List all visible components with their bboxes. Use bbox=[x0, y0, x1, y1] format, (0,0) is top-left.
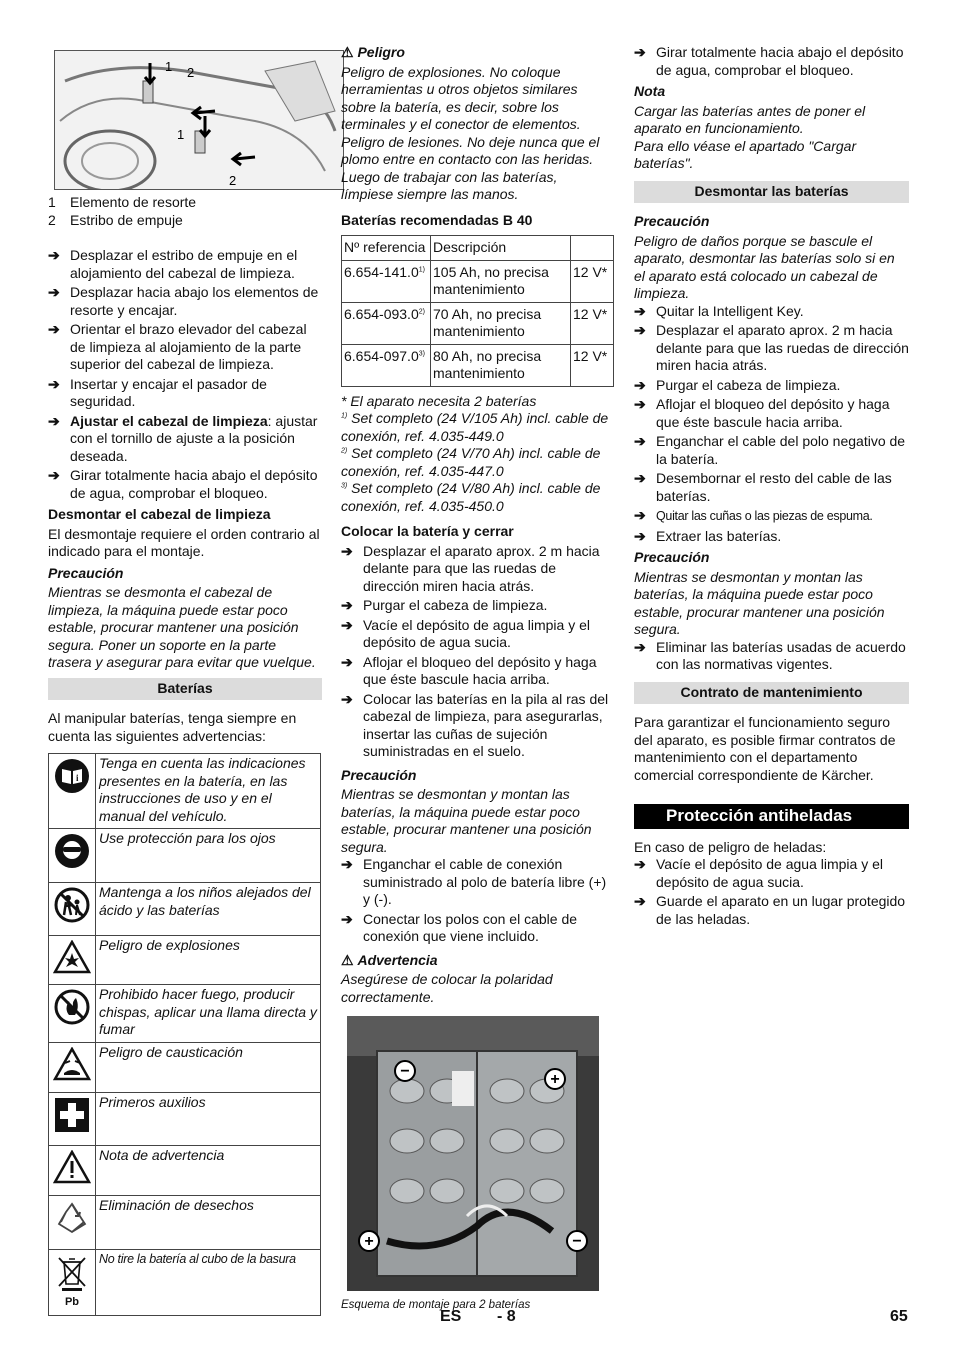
caution-title: Precaución bbox=[634, 213, 710, 229]
column-3 bbox=[634, 44, 909, 930]
step: ➔ Desplazar el aparato aprox. 2 m hacia delante para que las ruedas de dirección miren hacia atrás. bbox=[634, 322, 909, 373]
step: ➔ Conectar los polos con el cable de conexión que viene incluido. bbox=[341, 910, 578, 944]
step: ➔ Girar totalmente hacia abajo el depósito de agua, comprobar el bloqueo. bbox=[48, 467, 318, 501]
footer-subpage: - 8 bbox=[497, 1308, 516, 1325]
figure-legend: 1 Elemento de resorte 2 Estribo de empuje bbox=[48, 194, 197, 228]
step: ➔ Girar totalmente hacia abajo el depósito de agua, comprobar el bloqueo. bbox=[634, 44, 904, 78]
warning-text: Prohibido hacer fuego, producir chispas, aplicar una llama directa y fumar bbox=[96, 985, 321, 1043]
danger-title: ⚠ Peligro bbox=[341, 44, 405, 60]
warning-text: No tire la batería al cubo de la basura bbox=[96, 1249, 321, 1315]
column-2 bbox=[341, 44, 613, 1315]
caution-text: Mientras se desmonta el cabezal de limpieza, la máquina puede estar poco estable, procurar mantener una posición segura. Poner un soporte en la parte trasera y asegurar para evitar que vuelque. bbox=[48, 584, 316, 670]
note-star: * El aparato necesita 2 baterías bbox=[341, 392, 537, 409]
note-title: Nota bbox=[634, 83, 666, 99]
step: ➔ Desplazar hacia abajo los elementos de resorte y encajar. bbox=[48, 284, 319, 318]
arrow-right-icon: ➔ bbox=[341, 856, 353, 872]
arrow-right-icon: ➔ bbox=[634, 638, 646, 655]
arrow-right-icon: ➔ bbox=[634, 376, 646, 393]
section-batteries: Baterías bbox=[48, 678, 322, 701]
eye-protection-icon bbox=[54, 833, 90, 869]
step: ➔ Enganchar el cable de conexión suministrado al polo de batería libre (+) y (-). bbox=[341, 856, 607, 907]
footer-language: ES bbox=[440, 1308, 462, 1325]
footnote: $^{2)}$ Set completo (24 V/70 Ah) incl. cable de conexión, ref. 4.035-447.0 bbox=[341, 445, 601, 479]
step: ➔ Quitar las cuñas o las piezas de espuma. bbox=[634, 507, 873, 523]
arrow-right-icon: ➔ bbox=[634, 433, 646, 449]
arrow-right-icon: ➔ bbox=[341, 653, 353, 670]
dismount-text: El desmontaje requiere el orden contrario al indicado para el montaje. bbox=[48, 525, 320, 559]
step: ➔ Vacíe el depósito de agua limpia y el depósito de agua sucia. bbox=[341, 616, 590, 650]
step: ➔ Extraer las baterías. bbox=[634, 527, 782, 544]
danger-text-2: Peligro de lesiones. No deje nunca que el plomo entre en contacto con las heridas. Luego de trabajar con las baterías, límpiese siempre las manos. bbox=[341, 133, 600, 202]
section-frost-protection: Protección antiheladas bbox=[634, 804, 909, 829]
legend-item: Estribo de empuje bbox=[70, 211, 183, 228]
arrow-right-icon: ➔ bbox=[634, 302, 646, 319]
arrow-right-icon: ➔ bbox=[634, 893, 646, 909]
table-row: 6.654-141.0$^{1)}$ 105 Ah, no precisa mantenimiento 12 V* bbox=[342, 260, 614, 302]
photo-plus-bottom: + bbox=[364, 1233, 374, 1250]
step: ➔ Aflojar el bloqueo del depósito y haga que éste bascule hacia arriba. bbox=[634, 396, 890, 430]
table-row: 6.654-097.0$^{3)}$ 80 Ah, no precisa mantenimiento 12 V* bbox=[342, 344, 614, 386]
place-battery-heading: Colocar la batería y cerrar bbox=[341, 523, 514, 539]
photo-minus-bottom: − bbox=[572, 1233, 582, 1250]
pb-label: Pb bbox=[64, 1295, 80, 1308]
frost-intro: En caso de peligro de heladas: bbox=[634, 838, 827, 855]
photo-minus-top: − bbox=[400, 1063, 410, 1080]
arrow-right-icon: ➔ bbox=[341, 597, 353, 613]
arrow-right-icon: ➔ bbox=[634, 507, 646, 523]
cleaning-head-drawing bbox=[55, 51, 343, 189]
recommended-batteries-table bbox=[341, 235, 614, 387]
arrow-right-icon: ➔ bbox=[634, 527, 646, 544]
footnote: $^{3)}$ Set completo (24 V/80 Ah) incl. cable de conexión, ref. 4.035-450.0 bbox=[341, 480, 601, 514]
svg-text:i: i bbox=[76, 773, 79, 783]
arrow-right-icon: ➔ bbox=[341, 690, 353, 707]
warning-triangle-icon: ⚠ bbox=[341, 44, 354, 60]
fig-label-2a: 2 bbox=[187, 65, 195, 80]
caution-title: Precaución bbox=[48, 564, 124, 581]
arrow-right-icon: ➔ bbox=[48, 247, 60, 263]
step: ➔ Desembornar el resto del cable de las baterías. bbox=[634, 470, 892, 504]
arrow-right-icon: ➔ bbox=[48, 375, 60, 392]
step: ➔ Guarde el aparato en un lugar protegido de las heladas. bbox=[634, 893, 906, 927]
caution-title: Precaución bbox=[634, 549, 710, 565]
warning-text: Asegúrese de colocar la polaridad correctamente. bbox=[341, 971, 553, 1005]
arrow-right-icon: ➔ bbox=[341, 910, 353, 927]
battery-photo bbox=[347, 1016, 599, 1291]
table-header: Nº referencia bbox=[342, 236, 431, 261]
step: ➔ Enganchar el cable del polo negativo de la batería. bbox=[634, 433, 906, 467]
table-header bbox=[571, 236, 614, 261]
dismount-heading: Desmontar el cabezal de limpieza bbox=[48, 506, 271, 522]
warning-text: Nota de advertencia bbox=[96, 1145, 321, 1195]
caution-title: Precaución bbox=[341, 766, 417, 783]
page-number: 65 bbox=[890, 1308, 908, 1325]
arrow-right-icon: ➔ bbox=[48, 284, 60, 300]
note-text-2: Para ello véase el apartado "Cargar baterías". bbox=[634, 137, 857, 171]
arrow-right-icon: ➔ bbox=[341, 542, 353, 559]
first-aid-icon bbox=[54, 1097, 90, 1133]
caution-text: Mientras se desmontan y montan las baterías, la máquina puede estar poco estable, procurar mantener una posición segura. bbox=[634, 568, 885, 637]
table-title: Baterías recomendadas B 40 bbox=[341, 211, 533, 228]
step: ➔ Eliminar las baterías usadas de acuerdo con las normativas vigentes. bbox=[634, 638, 906, 672]
manual-icon bbox=[54, 758, 90, 794]
no-fire-icon bbox=[54, 989, 90, 1025]
corrosive-icon bbox=[53, 1047, 91, 1081]
danger-text: Peligro de explosiones. No coloque herramientas u otros objetos similares sobre la batería, es decir, sobre los terminales y el conector de elementos. bbox=[341, 63, 581, 132]
step: ➔ Orientar el brazo elevador del cabezal de limpieza al alojamiento de la parte superior del cabezal de limpieza. bbox=[48, 321, 307, 372]
arrow-right-icon: ➔ bbox=[48, 412, 60, 429]
fig-label-1b: 1 bbox=[177, 127, 185, 142]
arrow-right-icon: ➔ bbox=[634, 44, 646, 60]
no-trash-pb-icon bbox=[55, 1254, 89, 1292]
footnote: $^{1)}$ Set completo (24 V/105 Ah) incl. cable de conexión, ref. 4.035-449.0 bbox=[341, 410, 609, 444]
legend-item: Elemento de resorte bbox=[70, 194, 197, 210]
arrow-right-icon: ➔ bbox=[634, 856, 646, 872]
arrow-right-icon: ➔ bbox=[634, 322, 646, 338]
step: ➔ Colocar las baterías en la pila al ras del cabezal de limpieza, para asegurarlas, insertar las cuñas de sujeción suministradas en el suelo. bbox=[341, 690, 609, 759]
photo-caption: Esquema de montaje para 2 baterías bbox=[341, 1299, 531, 1311]
contract-text: Para garantizar el funcionamiento seguro del aparato, es posible firmar contratos de mantenimiento con el departamento comercial correspondiente de Kärcher. bbox=[634, 714, 896, 783]
arrow-right-icon: ➔ bbox=[341, 616, 353, 633]
fig-label-2b: 2 bbox=[229, 173, 237, 188]
step: ➔ Quitar la Intelligent Key. bbox=[634, 302, 804, 319]
section-maintenance-contract: Contrato de mantenimiento bbox=[634, 682, 909, 705]
warning-title: ⚠ Advertencia bbox=[341, 951, 438, 968]
caution-text: Mientras se desmontan y montan las baterías, la máquina puede estar poco estable, procurar mantener una posición segura. bbox=[341, 786, 592, 855]
step: ➔ Purgar el cabeza de limpieza. bbox=[634, 376, 841, 393]
warning-text: Mantenga a los niños alejados del ácido y las baterías bbox=[96, 883, 321, 936]
step: ➔ Vacíe el depósito de agua limpia y el depósito de agua sucia. bbox=[634, 856, 883, 890]
warning-text: Eliminación de desechos bbox=[96, 1195, 321, 1249]
battery-warnings-table bbox=[48, 753, 321, 1316]
recycle-icon bbox=[53, 1200, 91, 1236]
table-row: 6.654-093.0$^{2)}$ 70 Ah, no precisa mantenimiento 12 V* bbox=[342, 302, 614, 344]
spring-element-figure bbox=[54, 50, 344, 190]
warning-triangle-icon: ⚠ bbox=[341, 951, 354, 968]
note-text: Cargar las baterías antes de poner el aparato en funcionamiento. bbox=[634, 102, 866, 136]
warning-text: Peligro de explosiones bbox=[96, 936, 321, 985]
arrow-right-icon: ➔ bbox=[634, 470, 646, 486]
fig-label-1a: 1 bbox=[165, 59, 173, 74]
arrow-right-icon: ➔ bbox=[48, 321, 60, 337]
step: ➔ Desplazar el aparato aprox. 2 m hacia delante para que las ruedas de dirección miren hacia atrás. bbox=[341, 542, 600, 594]
arrow-right-icon: ➔ bbox=[48, 467, 60, 483]
batteries-intro: Al manipular baterías, tenga siempre en cuenta las siguientes advertencias: bbox=[48, 710, 297, 744]
warning-icon bbox=[53, 1150, 91, 1184]
step: ➔ Desplazar el estribo de empuje en el alojamiento del cabezal de limpieza. bbox=[48, 247, 298, 281]
column-1 bbox=[48, 44, 322, 1316]
caution-text: Peligro de daños porque se bascule el aparato, desmontar las baterías solo si en el aparato está colocado un cabezal de limpieza. bbox=[634, 232, 895, 301]
step: ➔ Purgar el cabeza de limpieza. bbox=[341, 597, 548, 613]
warning-text: Primeros auxilios bbox=[96, 1092, 321, 1145]
table-header: Descripción bbox=[431, 236, 571, 261]
warning-text: Peligro de causticación bbox=[96, 1042, 321, 1092]
step: ➔ Aflojar el bloqueo del depósito y haga que éste bascule hacia arriba. bbox=[341, 653, 597, 687]
step: ➔ Ajustar el cabezal de limpieza: ajustar con el tornillo de ajuste a la posición deseada. bbox=[48, 412, 318, 464]
keep-children-away-icon bbox=[54, 887, 90, 923]
warning-text: Use protección para los ojos bbox=[96, 829, 321, 883]
photo-plus-top: + bbox=[550, 1071, 560, 1088]
step: ➔ Insertar y encajar el pasador de seguridad. bbox=[48, 375, 267, 409]
section-remove-batteries: Desmontar las baterías bbox=[634, 181, 909, 204]
explosion-icon bbox=[53, 940, 91, 974]
warning-text: Tenga en cuenta las indicaciones presentes en la batería, en las instrucciones de uso y en el manual del vehículo. bbox=[96, 754, 321, 829]
arrow-right-icon: ➔ bbox=[634, 396, 646, 412]
